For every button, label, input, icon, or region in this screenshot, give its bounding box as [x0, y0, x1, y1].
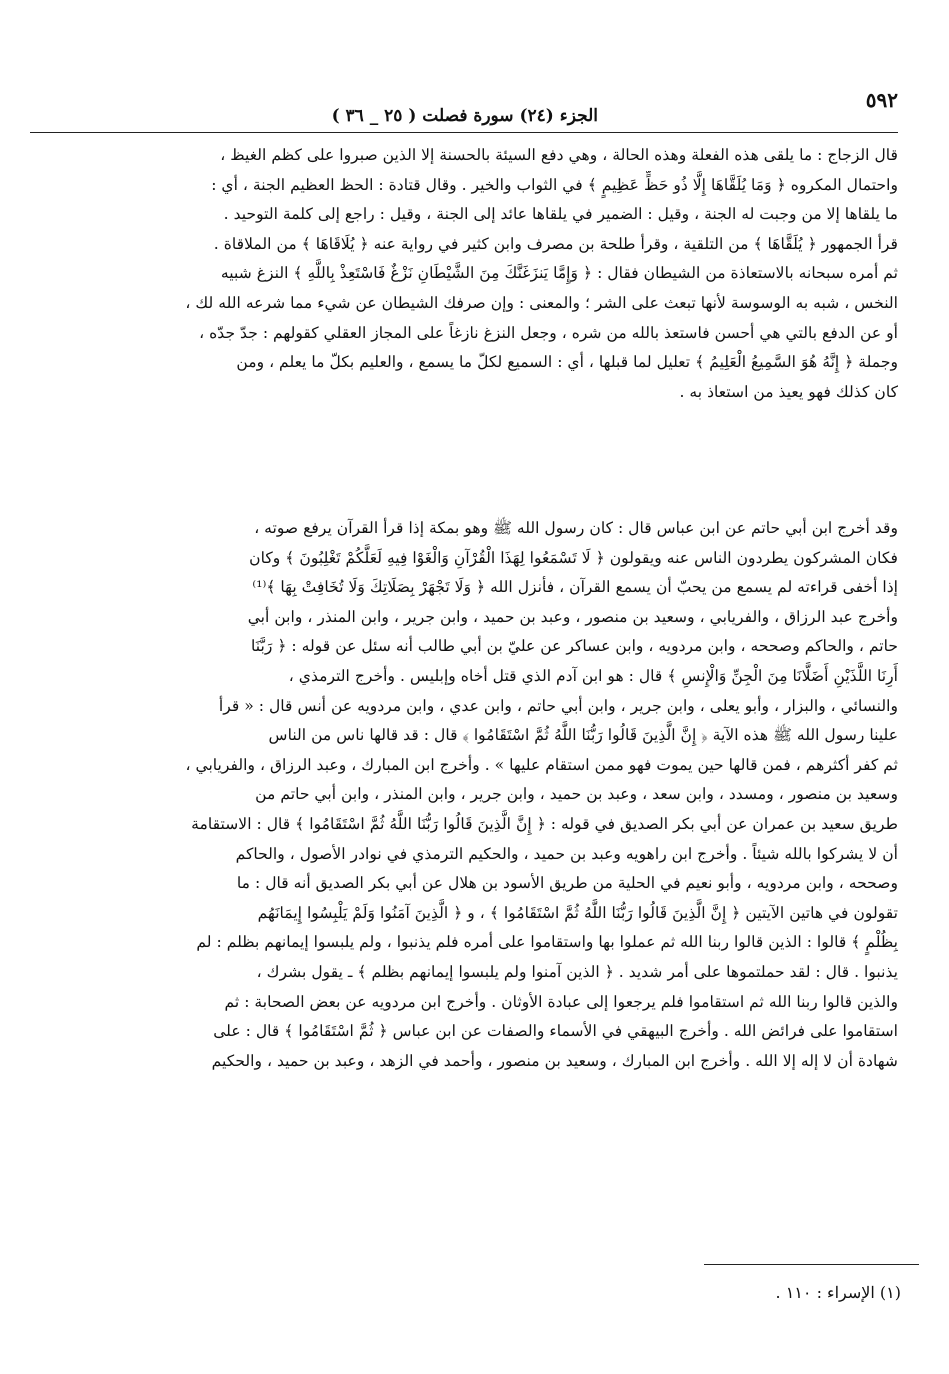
text-line: قرأ الجمهور ﴿ يُلَقَّاهَا ﴾ من التلقية ، وقرأ طلحة بن مصرف وابن كثير في رواية عنه ﴿ يُلَاقَاهَا ﴾ من الملاقاة . — [213, 234, 898, 253]
text-line: قال الزجاج : ما يلقى هذه الفعلة وهذه الحالة ، وهي دفع السيئة بالحسنة إلا الذين صبروا على كظم الغيظ ، — [220, 146, 898, 164]
text-line: وسعيد بن منصور ، ومسدد ، وابن سعد ، وعبد بن حميد ، وابن جرير ، وابن المنذر ، وابن أبي حاتم من — [255, 785, 898, 804]
text-line: أن لا يشركوا بالله شيئاً . وأخرج ابن راهويه وعبد بن حميد ، والحكيم الترمذي في نوادر الأصول ، والحاكم — [235, 844, 898, 863]
paragraph-2 — [30, 514, 898, 1076]
text-line: وأخرج عبد الرزاق ، والفريابي ، وسعيد بن منصور ، وعبد بن حميد ، وابن جرير ، وابن المنذر ، وابن أبي — [247, 607, 898, 626]
text-line: ثم أمره سبحانه بالاستعاذة من الشيطان فقال : ﴿ وَإِمَّا يَنزَغَنَّكَ مِنَ الشَّيْطَانِ نَزْغٌ فَاسْتَعِذْ بِاللَّهِ ﴾ النزغ شبيه — [220, 264, 898, 283]
text-line: أو عن الدفع بالتي هي أحسن فاستعذ بالله من شره ، وجعل النزغ نازغاً على المجاز العقلي كقولهم : جدّ جدّه ، — [199, 323, 898, 342]
text-line: أَرِنَا اللَّذَيْنِ أَضَلَّانَا مِنَ الْجِنِّ وَالْإِنسِ ﴾ قال : هو ابن آدم الذي قتل أخاه وإبليس . وأخرج الترمذي ، — [288, 666, 898, 685]
text-line: والنسائي ، والبزار ، وأبو يعلى ، وابن جرير ، وابن أبي حاتم ، وابن عدي ، وابن مردويه عن أنس قال : « قرأ — [218, 696, 898, 715]
text-line: كان كذلك فهو يعيذ من استعاذ به . — [679, 382, 898, 401]
footnote: (١) الإسراء : ١١٠ . — [775, 1283, 901, 1302]
running-title: الجزء (٢٤) سورة فصلت ( ٢٥ _ ٣٦ ) — [331, 106, 598, 126]
text-line: والذين قالوا ربنا الله ثم استقاموا فلم يرجعوا إلى عبادة الأوثان . وأخرج ابن مردويه عن بعض الصحابة : ثم — [224, 992, 898, 1011]
text-line: إذا أخفى قراءته لم يسمع من يحبّ أن يسمع القرآن ، فأنزل الله ﴿ وَلَا تَجْهَرْ بِصَلَاتِكَ وَلَا تُخَافِتْ بِهَا ﴾⁽¹⁾ — [252, 578, 898, 597]
text-line: حاتم ، والحاكم وصححه ، وابن مردويه ، وابن عساكر عن عليّ بن أبي طالب أنه سئل عن قوله : ﴿ رَبَّنَا — [251, 637, 898, 656]
text-line: شهادة أن لا إله إلا الله . وأخرج ابن المبارك ، وسعيد بن منصور ، وأحمد في الزهد ، وعبد بن حميد ، والحكيم — [211, 1051, 898, 1070]
text-line: ما يلقاها إلا من وجبت له الجنة ، وقيل : الضمير في يلقاها عائد إلى الجنة ، وقيل : راجع إلى كلمة التوحيد . — [223, 205, 898, 224]
text-line: وقد أخرج ابن أبي حاتم عن ابن عباس قال : كان رسول الله ﷺ وهو بمكة إذا قرأ القرآن يرفع صوته ، — [254, 519, 898, 537]
text-line: فكان المشركون يطردون الناس عنه ويقولون ﴿ لَا تَسْمَعُوا لِهَذَا الْقُرْآنِ وَالْغَوْا فِيهِ لَعَلَّكُمْ تَغْلِبُونَ ﴾ وكان — [249, 548, 898, 567]
text-line: طريق سعيد بن عمران عن أبي بكر الصديق في قوله : ﴿ إِنَّ الَّذِينَ قَالُوا رَبُّنَا اللَّهُ ثُمَّ اسْتَقَامُوا ﴾ قال : الاستقامة — [191, 814, 898, 833]
text-line: وجملة ﴿ إِنَّهُ هُوَ السَّمِيعُ الْعَلِيمُ ﴾ تعليل لما قبلها ، أي : السميع لكلّ ما يسمع ، والعليم بكلّ ما يعلم ، ومن — [236, 353, 898, 372]
page-number: ٥٩٢ — [865, 88, 898, 112]
footnote-divider — [704, 1264, 919, 1265]
text-line: علينا رسول الله ﷺ هذه الآية ﴿ إِنَّ الَّذِينَ قَالُوا رَبُّنَا اللَّهُ ثُمَّ اسْتَقَامُوا ﴾ قال : قد قالها ناس من الناس — [268, 726, 898, 745]
text-line: واحتمال المكروه ﴿ وَمَا يُلَقَّاهَا إِلَّا ذُو حَظٍّ عَظِيمٍ ﴾ في الثواب والخير . وقال قتادة : الحظ العظيم الجنة ، أي : — [211, 175, 898, 194]
text-line: بِظُلْمٍ ﴾ قالوا : الذين قالوا ربنا الله ثم عملوا بها واستقاموا على أمره فلم يذنبوا ، ولم يلبسوا إيمانهم بظلم : لم — [196, 933, 898, 952]
page-header — [30, 88, 898, 133]
text-line: وصححه ، وابن مردويه ، وأبو نعيم في الحلية من طريق الأسود بن هلال عن أبي بكر الصديق أنه قال : ما — [236, 874, 898, 893]
text-line: ثم كفر أكثرهم ، فمن قالها حين يموت فهو ممن استقام عليها » . وأخرج ابن المبارك ، وعبد الرزاق ، والفريابي ، — [185, 755, 898, 774]
paragraph-1 — [30, 141, 898, 407]
text-line: يذنبوا . قال : لقد حملتموها على أمر شديد . ﴿ الذين آمنوا ولم يلبسوا إيمانهم بظلم ﴾ ـ يقول بشرك ، — [256, 962, 898, 981]
text-line: تقولون في هاتين الآيتين ﴿ إِنَّ الَّذِينَ قَالُوا رَبُّنَا اللَّهُ ثُمَّ اسْتَقَامُوا ﴾ ، و ﴿ الَّذِينَ آمَنُوا وَلَمْ يَلْبِسُوا إِيمَانَهُم — [257, 903, 898, 922]
text-line: استقاموا على فرائض الله . وأخرج البيهقي في الأسماء والصفات عن ابن عباس ﴿ ثُمَّ اسْتَقَامُوا ﴾ قال : على — [213, 1022, 898, 1041]
text-line: النخس ، شبه به الوسوسة لأنها تبعث على الشر ؛ والمعنى : وإن صرفك الشيطان عن شيء مما شرعه الله لك ، — [185, 293, 898, 312]
